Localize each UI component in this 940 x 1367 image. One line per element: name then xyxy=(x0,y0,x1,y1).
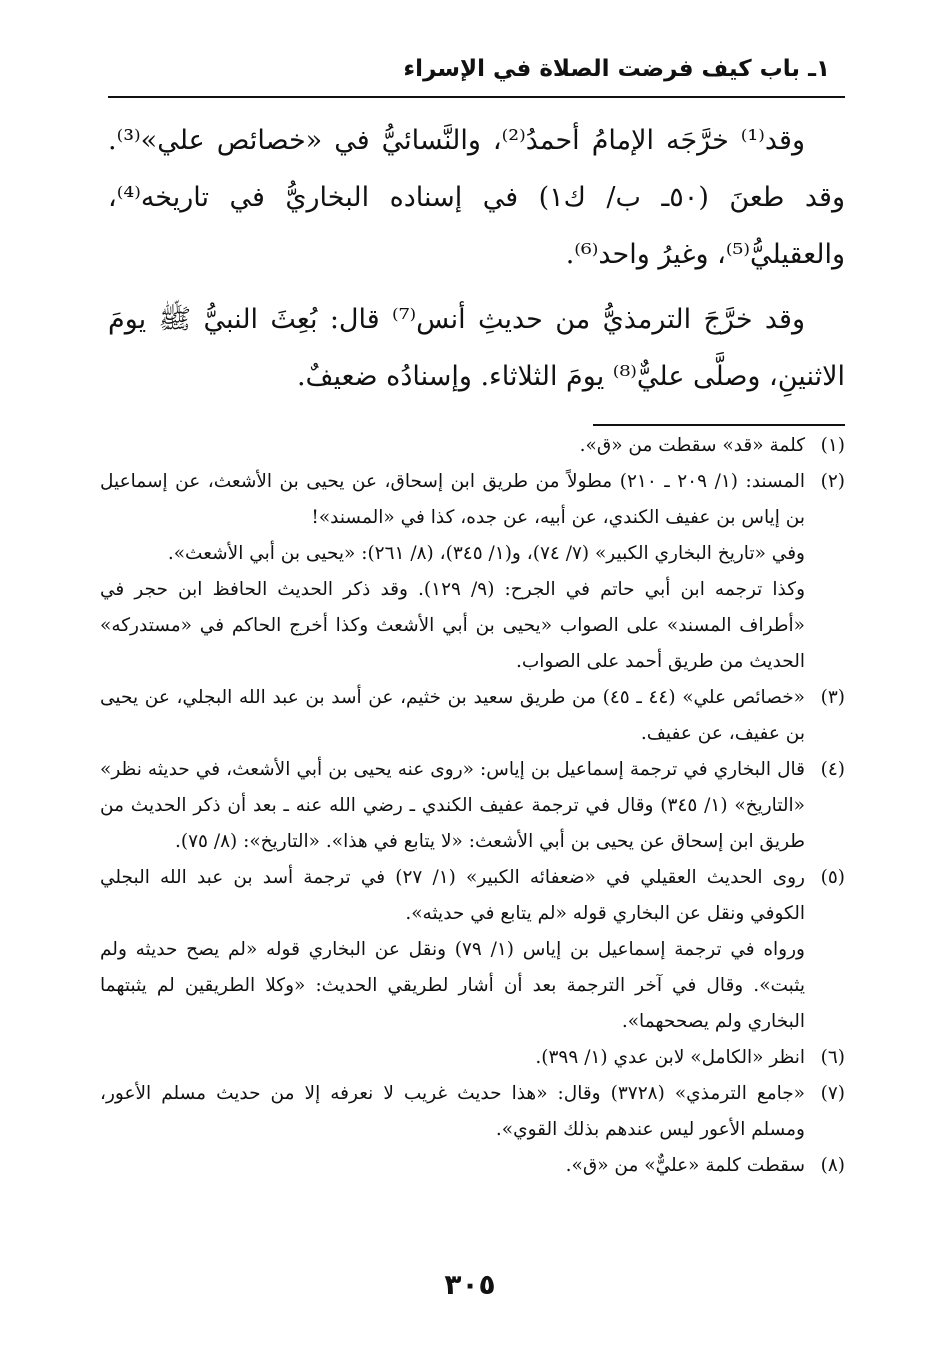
footnote-number: (٣) xyxy=(820,687,845,708)
main-paragraph-2: وقد خرَّجَ الترمذيُّ من حديثِ أنس⁽⁷⁾ قال: بُعِثَ النبيُّ ﷺ يومَ الاثنينِ، وصلَّى عليٌّ⁽⁸⁾ يومَ الثلاثاء. وإسنادُه ضعيفٌ. xyxy=(108,304,845,392)
footnote-text: كلمة «قد» سقطت من «ق». xyxy=(579,435,805,456)
footnote-number: (٦) xyxy=(820,1047,845,1068)
footnote-number: (٥) xyxy=(820,867,845,888)
footnote-number: (٢) xyxy=(820,471,845,492)
footnote-3 xyxy=(100,680,845,752)
main-paragraph-1: وقد⁽¹⁾ خرَّجَه الإمامُ أحمدُ⁽²⁾، والنَّسائيُّ في «خصائص علي»⁽³⁾. وقد طعنَ (٥٠ـ ب/ ك١) في إسناده البخاريُّ في تاريخه⁽⁴⁾، والعقيليُّ⁽⁵⁾، وغيرُ واحد⁽⁶⁾. xyxy=(108,125,845,270)
footnote-text: قال البخاري في ترجمة إسماعيل بن إياس: «روى عنه يحيى بن أبي الأشعث، في حديثه نظر» «التاريخ» (١/ ٣٤٥) وقال في ترجمة عفيف الكندي ـ رضي الله عنه ـ بعد أن ذكر الحديث من طريق ابن إسحاق عن يحيى بن أبي الأشعث: «لا يتابع في هذا». «التاريخ»: (٨/ ٧٥). xyxy=(100,759,805,852)
footnote-7 xyxy=(100,1076,845,1148)
footnote-5-continuation-1: ورواه في ترجمة إسماعيل بن إياس (١/ ٧٩) ونقل عن البخاري قوله «لم يصح حديثه ولم يثبت». وقال في آخر الترجمة بعد أن أشار لطريقي الحديث: «وكلا الطريقين لم يثبتهما البخاري ولم يصححهما». xyxy=(100,939,805,1032)
footnote-text: «جامع الترمذي» (٣٧٢٨) وقال: «هذا حديث غريب لا نعرفه إلا من حديث مسلم الأعور، ومسلم الأعور ليس عندهم بذلك القوي». xyxy=(100,1083,805,1140)
header-rule xyxy=(108,96,845,98)
footnote-body xyxy=(100,680,805,752)
footnote-number: (٤) xyxy=(820,759,845,780)
page-number: ٣٠٥ xyxy=(444,1268,496,1301)
footnote-text: انظر «الكامل» لابن عدي (١/ ٣٩٩). xyxy=(535,1047,805,1068)
footnote-5 xyxy=(100,860,845,932)
footnote-2-continuation-1: وفي «تاريخ البخاري الكبير» (٧/ ٧٤)، و(١/ ٣٤٥)، (٨/ ٢٦١): «يحيى بن أبي الأشعث». xyxy=(167,543,805,564)
footnote-text: روى الحديث العقيلي في «ضعفائه الكبير» (١/ ٢٧) في ترجمة أسد بن عبد الله البجلي الكوفي ونقل عن البخاري قوله «لم يتابع في حديثه». xyxy=(100,867,805,924)
footnote-6 xyxy=(100,1040,845,1076)
footnote-2-continuation-2: وكذا ترجمه ابن أبي حاتم في الجرح: (٩/ ١٢٩). وقد ذكر الحديث الحافظ ابن حجر في «أطراف المسند» على الصواب «يحيى بن أبي الأشعث وكذا أخرج الحاكم في «مستدركه» الحديث من طريق أحمد على الصواب. xyxy=(100,579,806,672)
footnote-body xyxy=(100,428,805,464)
footnote-body xyxy=(100,1040,805,1076)
footnote-text: المسند: (١/ ٢٠٩ ـ ٢١٠) مطولاً من طريق ابن إسحاق، عن يحيى بن الأشعث، عن إسماعيل بن إياس بن عفيف الكندي، عن أبيه، عن جده، كذا في «المسند»! xyxy=(100,471,805,528)
footnote-8 xyxy=(100,1148,845,1184)
footnotes xyxy=(100,428,845,1184)
footnote-number: (١) xyxy=(820,435,845,456)
footnote-text: سقطت كلمة «عليٌّ» من «ق». xyxy=(565,1155,805,1176)
footnote-1 xyxy=(100,428,845,464)
footnote-body xyxy=(100,1148,805,1184)
footnote-number: (٨) xyxy=(820,1155,845,1176)
footnote-separator xyxy=(593,424,845,426)
footnote-body xyxy=(100,860,805,932)
footnote-2 xyxy=(100,464,845,536)
footnote-number: (٧) xyxy=(820,1083,845,1104)
running-title: ١ـ باب كيف فرضت الصلاة في الإسراء xyxy=(403,56,830,82)
main-text xyxy=(108,112,845,405)
footnote-body xyxy=(100,464,805,536)
footnote-text: «خصائص علي» (٤٤ ـ ٤٥) من طريق سعيد بن خثيم، عن أسد بن عبد الله البجلي، عن يحيى بن عفيف، عن عفيف. xyxy=(100,687,805,744)
footnote-body xyxy=(100,1076,805,1148)
footnote-4 xyxy=(100,752,845,860)
footnote-body xyxy=(100,752,805,860)
